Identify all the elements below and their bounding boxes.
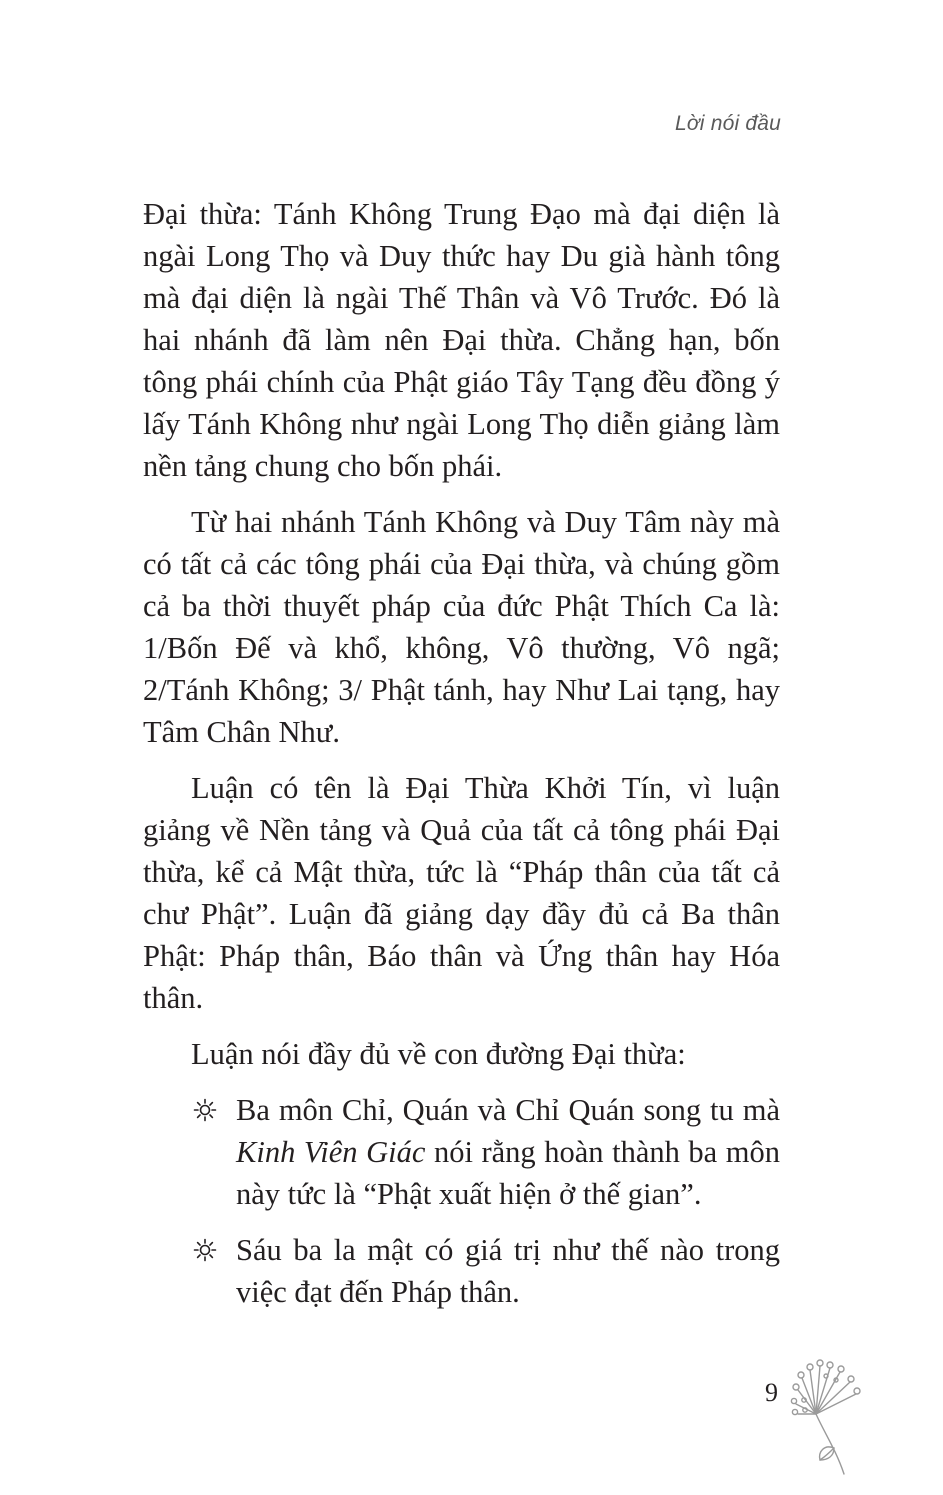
paragraph-3: Luận có tên là Đại Thừa Khởi Tín, vì luận giảng về Nền tảng và Quả của tất cả tông phái Đại thừa, kể cả Mật thừa, tức là “Pháp thân của tất cả chư Phật”. Luận đã giảng dạy đầy đủ cả Ba thân Phật: Pháp thân, Báo thân và Ứng thân hay Hóa thân. — [143, 771, 780, 1015]
bullet-list — [143, 1089, 780, 1313]
dandelion-ornament-icon — [790, 1352, 870, 1477]
main-text — [143, 193, 780, 1327]
bullet-item-2 — [143, 1229, 780, 1313]
paragraph-1: Đại thừa: Tánh Không Trung Đạo mà đại diện là ngài Long Thọ và Duy thức hay Du già hành tông mà đại diện là ngài Thế Thân và Vô Trước. Đó là hai nhánh đã làm nên Đại thừa. Chẳng hạn, bốn tông phái chính của Phật giáo Tây Tạng đều đồng ý lấy Tánh Không như ngài Long Thọ diễn giảng làm nền tảng chung cho bốn phái. — [143, 197, 780, 483]
bullet-1-text-end: nói rằng hoàn thành ba môn này tức là “Phật xuất hiện ở thế gian”. — [236, 1135, 781, 1211]
page-number: 9 — [765, 1378, 778, 1407]
bullet-1-sutra-title: Kinh Viên Giác — [236, 1135, 426, 1169]
bullet-2-text: Sáu ba la mật có giá trị như thế nào trong việc đạt đến Pháp thân. — [236, 1233, 780, 1309]
sun-flower-icon — [193, 1238, 217, 1262]
running-head-title: Lời nói đầu — [675, 112, 781, 135]
paragraph-4: Luận nói đầy đủ về con đường Đại thừa: — [191, 1037, 686, 1071]
paragraph-2: Từ hai nhánh Tánh Không và Duy Tâm này mà có tất cả các tông phái của Đại thừa, và chúng gồm cả ba thời thuyết pháp của đức Phật Thích Ca là: 1/Bốn Đế và khổ, không, Vô thường, Vô ngã; 2/Tánh Không; 3/ Phật tánh, hay Như Lai tạng, hay Tâm Chân Như. — [143, 505, 780, 749]
sun-flower-icon — [193, 1098, 217, 1122]
bullet-item-1 — [143, 1089, 780, 1215]
bullet-1-text-start: Ba môn Chỉ, Quán và Chỉ Quán song tu mà — [236, 1093, 780, 1127]
